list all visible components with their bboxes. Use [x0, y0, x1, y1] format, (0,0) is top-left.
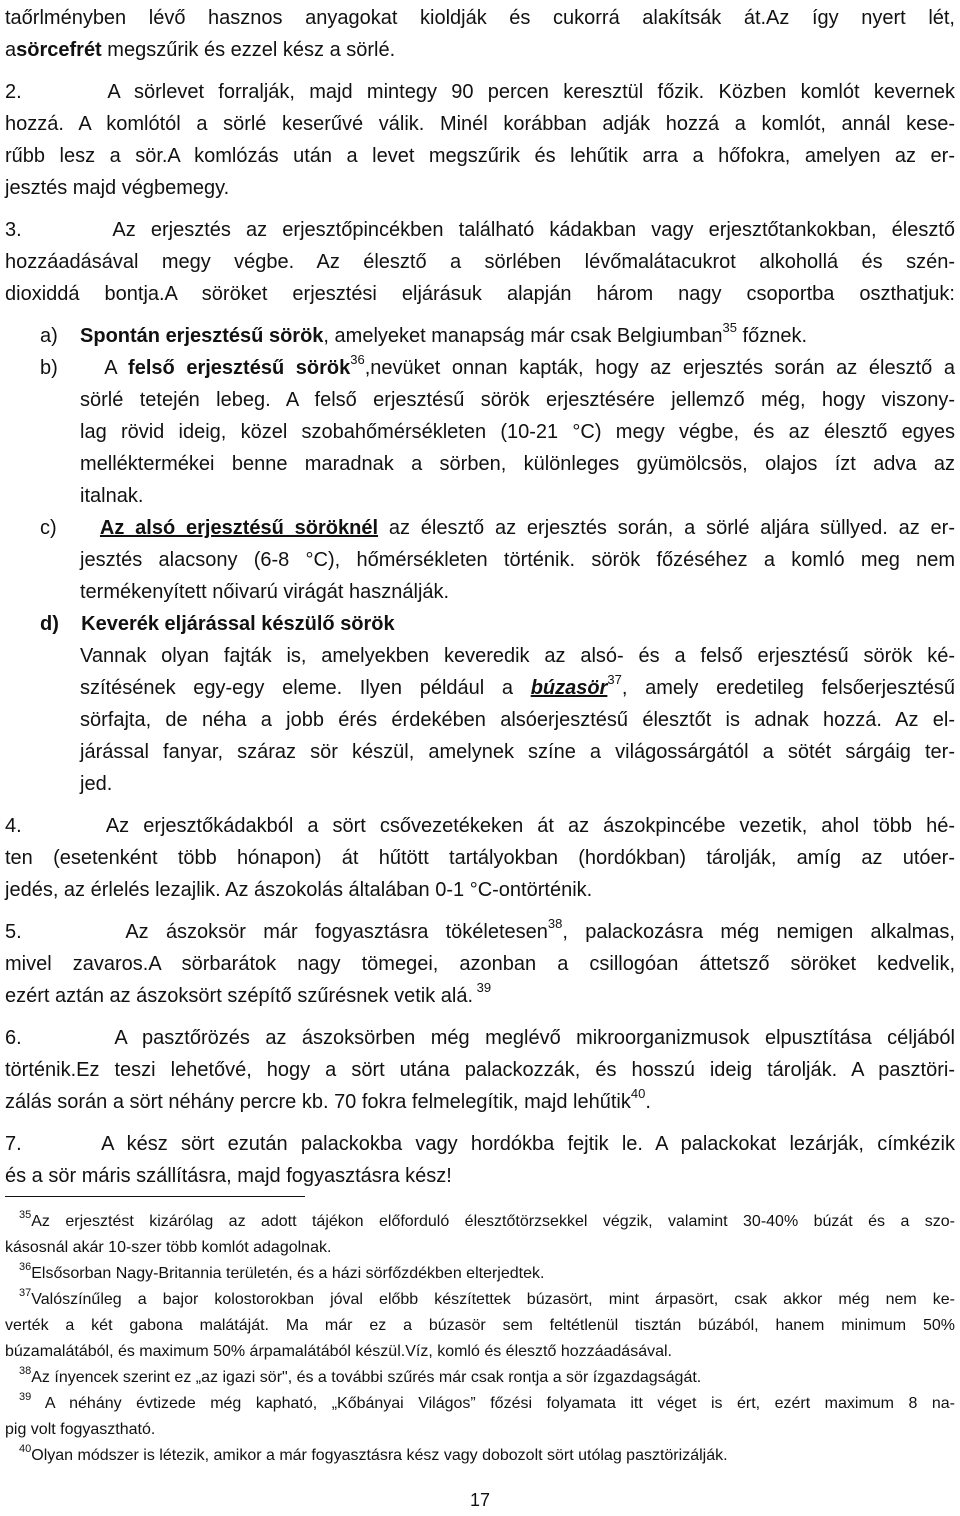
text-line: Vannak olyan fajták is, amelyekben keveredik az alsó- és a felső erjesztésű sörök ké-: [80, 645, 955, 667]
text-line: történik.Ez teszi lehetővé, hogy a sört utána palackozzák, és hosszú ideig tárolják. A pasztöri-: [5, 1059, 955, 1081]
footnote-39: $^{39}$ A néhány évtizede még kapható, „Kőbányai Világos” főzési folyamata itt véget is ért, ezért maximum 8 na-: [19, 1390, 955, 1412]
text-line: asörcefrét megszűrik és ezzel kész a sörlé.: [5, 39, 396, 61]
text-line: jesztés majd végbemegy.: [5, 177, 230, 199]
text-line: sörfajta, de néha a jobb érés érdekében alsóerjesztésű élesztőt is adnak hozzá. Az el-: [80, 709, 955, 731]
text-line: jesztés alacsony (6-8 °C), hőmérsékleten történik. sörök főzéséhez a komló meg nem: [80, 549, 955, 571]
page-number: 17: [469, 1490, 491, 1510]
text-line: hozzá. A komlótól a sörlé keserűvé válik. Minél korábban adják hozzá a komlót, annál kese-: [5, 113, 955, 135]
sublist-item-d: d) Keverék eljárással készülő sörök: [40, 613, 395, 635]
footnote-text: verték a két gabona malátáját. Ma már ez a búzasör sem feltétlenül tisztán búzából, hanem minimum 50%: [5, 1317, 955, 1334]
text-line: sörlé tetején lebeg. A felső erjesztésű sörök erjesztésére jellemző még, hogy viszony-: [80, 389, 955, 411]
list-item-3: 3. Az erjesztés az erjesztőpincékben található kádakban vagy erjesztőtankokban, élesztő: [5, 219, 955, 241]
text-line: italnak.: [80, 485, 144, 507]
footnote-37: $^{37}$Valószínűleg a bajor kolostorokban jóval előbb készítettek búzasört, mint árpasört, csak akkor még nem ke-: [19, 1286, 955, 1308]
footnote-35: $^{35}$Az erjesztést kizárólag az adott tájékon előforduló élesztőtörzsekkel végzik, valamint 30-40% búzát és a szo-: [19, 1208, 955, 1230]
footnote-text: pig volt fogyasztható.: [5, 1421, 156, 1438]
footnote-text: búzamalátából, és maximum 50% árpamalátából készül.Víz, komló és élesztő hozzáadásával.: [5, 1343, 672, 1360]
footnote-38: $^{38}$Az ínyencek szerint ez „az igazi sör", és a további szűrés már csak rontja a sör ízgazdagságát.: [19, 1364, 702, 1386]
text-line: mivel zavaros.A sörbarátok nagy tömegei, azonban a csillogóan áttetsző söröket kedvelik,: [5, 953, 955, 975]
footnote-36: $^{36}$Elsősorban Nagy-Britannia területén, és a házi sörfőzdékben elterjedtek.: [19, 1260, 545, 1282]
sublist-item-c: c) Az alsó erjesztésű söröknél az élesztő az erjesztés során, a sörlé aljára süllyed. az er-: [40, 517, 955, 539]
text-line: ten (esetenként több hónapon) át hűtött tartályokban (hordókban) tárolják, amíg az utóer-: [5, 847, 955, 869]
text-line: termékenyített nőivarú virágát használják.: [80, 581, 450, 603]
list-item-6: 6. A pasztőrözés az ászoksörben még meglévő mikroorganizmusok elpusztítása céljából: [5, 1027, 955, 1049]
text-line: ezért aztán az ászoksört szépítő szűrésnek vetik alá. $^{39}$: [5, 980, 492, 1007]
footnote-40: $^{40}$Olyan módszer is létezik, amikor a már fogyasztásra kész vagy dobozolt sört utólag pasztörizálják.: [19, 1442, 728, 1464]
text-line: zálás során a sört néhány percre kb. 70 fokra felmelegítik, majd lehűtik$^{40}$.: [5, 1086, 651, 1113]
sublist-item-a: a) Spontán erjesztésű sörök, amelyeket manapság már csak Belgiumban$^{35}$ főznek.: [40, 320, 808, 347]
footnote-divider: [5, 1196, 305, 1197]
text-line: rűbb lesz a sör.A komlózás után a levet megszűrik és lehűtik arra a hőfokra, amelyen az er-: [5, 145, 955, 167]
text-line: lag rövid ideig, közel szobahőmérsékleten (10-21 °C) megy végbe, és az élesztő egyes: [80, 421, 955, 443]
text-line: taőrlményben lévő hasznos anyagokat kioldják és cukorrá alakítsák át.Az így nyert lét,: [5, 7, 955, 29]
text-line: jed.: [80, 773, 113, 795]
list-item-7: 7. A kész sört ezután palackokba vagy hordókba fejtik le. A palackokat lezárják, címkézik: [5, 1133, 955, 1155]
list-item-2: 2. A sörlevet forralják, majd mintegy 90 percen keresztül főzik. Közben komlót kevernek: [5, 81, 955, 103]
list-item-5: 5. Az ászoksör már fogyasztásra tökéletesen$^{38}$, palackozásra még nemigen alkalmas,: [5, 916, 955, 943]
text-line: dioxiddá bontja.A söröket erjesztési eljárásuk alapján három nagy csoportba oszthatjuk:: [5, 283, 955, 305]
text-line: hozzáadásával megy végbe. Az élesztő a sörlében lévőmalátacukrot alkohollá és szén-: [5, 251, 955, 273]
text-line: és a sör máris szállításra, majd fogyasztásra kész!: [5, 1165, 452, 1187]
text-line: szítésének egy-egy eleme. Ilyen például a búzasör$^{37}$, amely eredetileg felsőerjesztésű: [80, 672, 955, 699]
text-line: járással fanyar, száraz sör készül, amelynek színe a világossárgától a sötét sárgáig ter-: [80, 741, 955, 763]
sublist-item-b: b) A felső erjesztésű sörök$^{36}$,nevüket onnan kapták, hogy az erjesztés során az élesztő a: [40, 352, 955, 379]
text-line: melléktermékei benne maradnak a sörben, különleges gyümölcsös, olajos ízt adva az: [80, 453, 955, 475]
text-line: jedés, az érlelés lezajlik. Az ászokolás általában 0-1 °C-ontörténik.: [5, 879, 593, 901]
footnote-text: kásosnál akár 10-szer több komlót adagolnak.: [5, 1239, 332, 1256]
term-sorcefre: sörcefrét: [16, 39, 102, 61]
list-item-4: 4. Az erjesztőkádakból a sört csővezetékeken át az ászokpincébe vezetik, ahol több hé-: [5, 815, 955, 837]
